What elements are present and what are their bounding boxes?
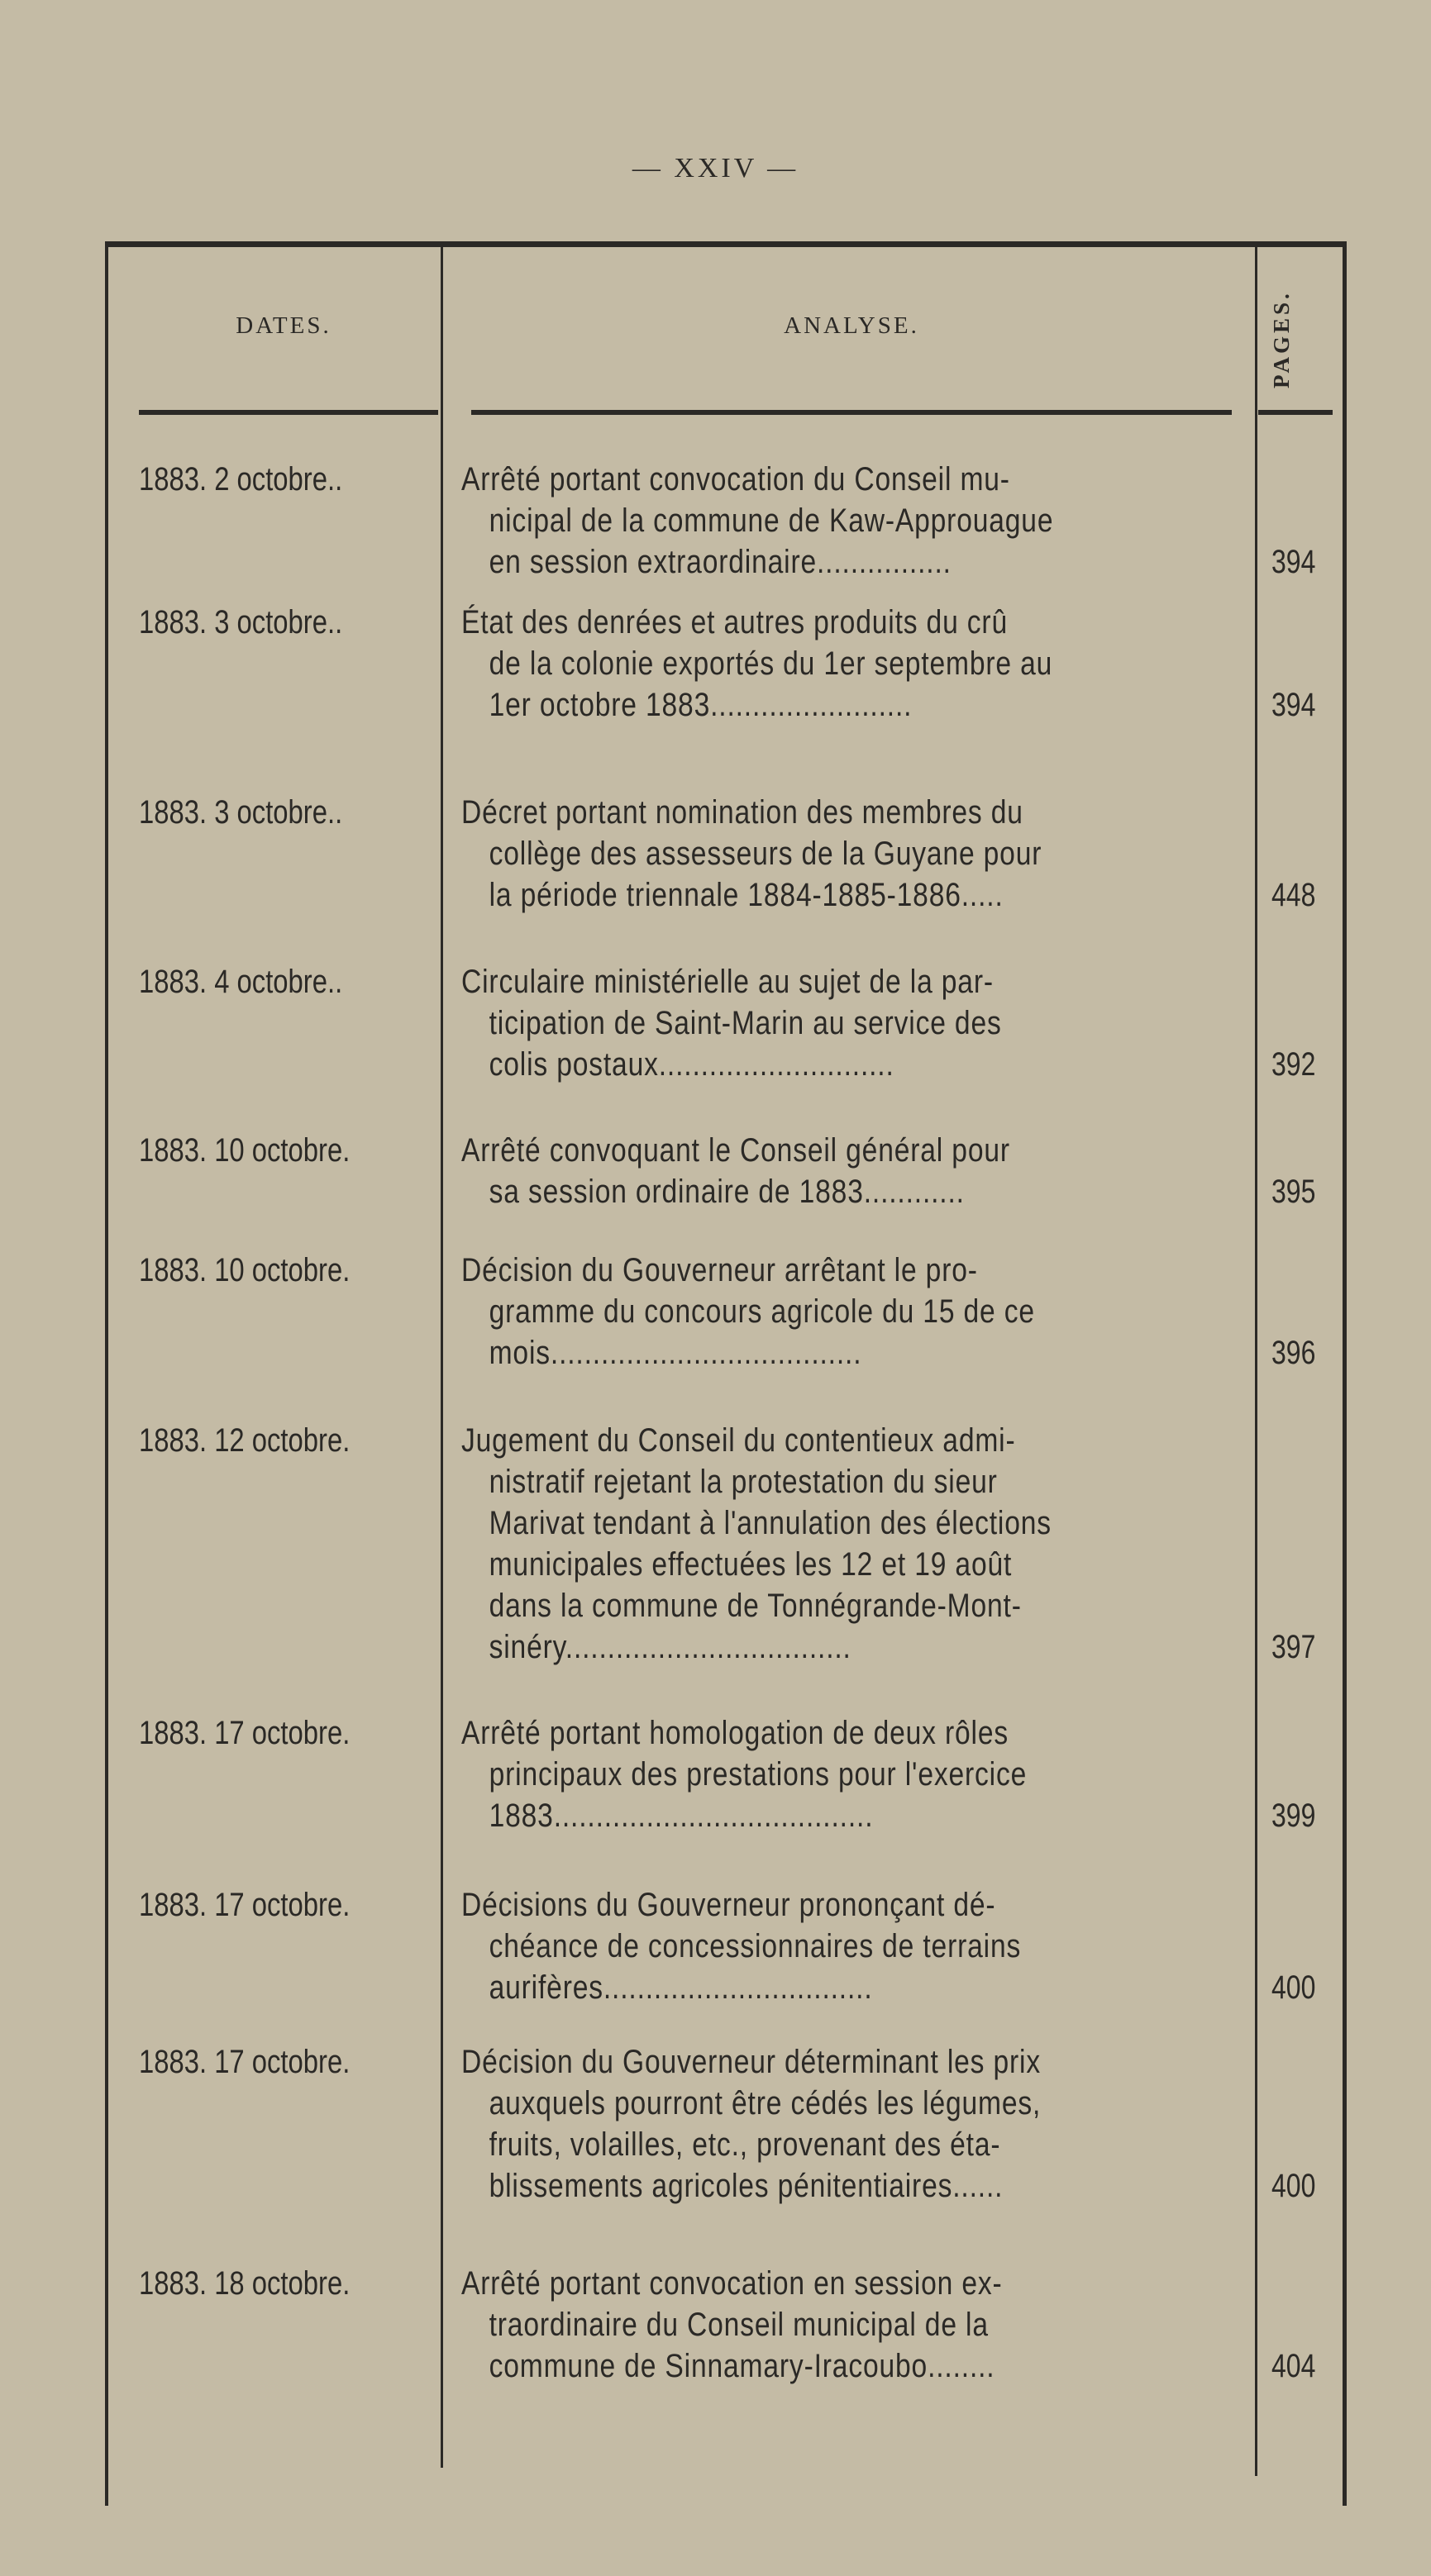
- entry-page-number: 394: [1271, 687, 1316, 723]
- entry-analyse-line: dans la commune de Tonnégrande-Mont-: [489, 1588, 1022, 1624]
- entry-page-number: 400: [1271, 2168, 1316, 2204]
- entry-date: 1883. 18 octobre.: [139, 2265, 351, 2302]
- header-rule-pages: [1258, 410, 1333, 415]
- entry-analyse-line: blissements agricoles pénitentiaires......: [489, 2168, 1004, 2204]
- entry-date: 1883. 10 octobre.: [139, 1252, 351, 1288]
- entry-analyse-line: gramme du concours agricole du 15 de ce: [489, 1293, 1035, 1330]
- entry-page-number: 392: [1271, 1046, 1316, 1083]
- entry-analyse-line: Arrêté portant convocation du Conseil mu-: [461, 461, 1010, 498]
- entry-analyse-line: nistratif rejetant la protestation du sieur: [489, 1464, 998, 1500]
- entry-analyse-line: commune de Sinnamary-Iracoubo........: [489, 2348, 995, 2384]
- header-rule-analyse: [471, 410, 1232, 415]
- entry-analyse-line: sa session ordinaire de 1883............: [489, 1174, 965, 1210]
- entry-analyse-line: municipales effectuées les 12 et 19 août: [489, 1546, 1013, 1583]
- entry-analyse-line: Jugement du Conseil du contentieux admi-: [461, 1422, 1016, 1459]
- entry-date: 1883. 17 octobre.: [139, 2044, 351, 2080]
- entry-analyse: [461, 1130, 1238, 1212]
- entry-analyse-line: État des denrées et autres produits du crû: [461, 604, 1008, 640]
- entry-date: 1883. 12 octobre.: [139, 1422, 351, 1459]
- page-header: — XXIV —: [632, 153, 799, 183]
- entry-date: 1883. 17 octobre.: [139, 1887, 351, 1923]
- column-divider-dates: [441, 245, 443, 2468]
- entry-analyse-line: Arrêté portant homologation de deux rôles: [461, 1715, 1009, 1751]
- entry-analyse-line: Arrêté convoquant le Conseil général pour: [461, 1132, 1010, 1169]
- entry-analyse-line: ticipation de Saint-Marin au service des: [489, 1005, 1002, 1041]
- entry-date: 1883. 17 octobre.: [139, 1715, 351, 1751]
- entry-page-number: 395: [1271, 1174, 1316, 1210]
- entry-analyse-line: Décisions du Gouverneur prononçant dé-: [461, 1887, 996, 1923]
- entry-analyse: [461, 1420, 1238, 1668]
- entry-analyse-line: principaux des prestations pour l'exercice: [489, 1756, 1028, 1793]
- entry-analyse-line: mois.....................................: [489, 1335, 862, 1371]
- entry-analyse-line: Décret portant nomination des membres du: [461, 794, 1023, 831]
- entry-date: 1883. 4 octobre..: [139, 964, 343, 1000]
- entry-analyse-line: colis postaux............................: [489, 1046, 894, 1083]
- header-rule-dates: [139, 410, 438, 415]
- entry-analyse-line: en session extraordinaire................: [489, 544, 952, 580]
- entry-analyse-line: la période triennale 1884-1885-1886.....: [489, 877, 1004, 913]
- column-divider-pages: [1255, 245, 1257, 2476]
- entry-analyse: [461, 792, 1238, 916]
- column-header-analyse: ANALYSE.: [784, 312, 919, 339]
- entry-page-number: 400: [1271, 1969, 1316, 2006]
- entry-page-number: 399: [1271, 1797, 1316, 1834]
- entry-page-number: 397: [1271, 1629, 1316, 1665]
- entry-page-number: 394: [1271, 544, 1316, 580]
- column-header-dates: DATES.: [236, 312, 332, 339]
- entry-analyse-line: traordinaire du Conseil municipal de la: [489, 2307, 989, 2343]
- entry-page-number: 404: [1271, 2348, 1316, 2384]
- entry-analyse-line: de la colonie exportés du 1er septembre au: [489, 645, 1053, 682]
- entry-analyse: [461, 961, 1238, 1085]
- entry-analyse-line: Circulaire ministérielle au sujet de la par-: [461, 964, 994, 1000]
- entry-page-number: 396: [1271, 1335, 1316, 1371]
- entry-analyse-line: Marivat tendant à l'annulation des élections: [489, 1505, 1052, 1541]
- entry-analyse: [461, 2263, 1238, 2387]
- entry-date: 1883. 3 octobre..: [139, 794, 343, 831]
- entry-analyse-line: fruits, volailles, etc., provenant des éta-: [489, 2126, 1001, 2163]
- entry-analyse-line: aurifères................................: [489, 1969, 873, 2006]
- entry-page-number: 448: [1271, 877, 1316, 913]
- entry-analyse-line: 1883......................................: [489, 1797, 874, 1834]
- entry-analyse: [461, 1712, 1238, 1836]
- entry-analyse-line: Arrêté portant convocation en session ex-: [461, 2265, 1003, 2302]
- entry-analyse-line: auxquels pourront être cédés les légumes,: [489, 2085, 1042, 2121]
- entry-analyse-line: chéance de concessionnaires de terrains: [489, 1928, 1022, 1964]
- column-header-pages: PAGES.: [1269, 290, 1294, 388]
- entry-date: 1883. 10 octobre.: [139, 1132, 351, 1169]
- entry-analyse-line: collège des assesseurs de la Guyane pour: [489, 836, 1042, 872]
- entry-analyse-line: nicipal de la commune de Kaw-Approuague: [489, 502, 1054, 539]
- entry-date: 1883. 2 octobre..: [139, 461, 343, 498]
- entry-analyse-line: Décision du Gouverneur arrêtant le pro-: [461, 1252, 978, 1288]
- entry-analyse-line: Décision du Gouverneur déterminant les prix: [461, 2044, 1041, 2080]
- entry-date: 1883. 3 octobre..: [139, 604, 343, 640]
- entry-analyse: [461, 1884, 1238, 2008]
- entry-analyse-line: 1er octobre 1883........................: [489, 687, 913, 723]
- entry-analyse: [461, 2041, 1238, 2207]
- entry-analyse: [461, 459, 1238, 583]
- entry-analyse: [461, 1250, 1238, 1374]
- entry-analyse-line: sinéry..................................: [489, 1629, 851, 1665]
- entry-analyse: [461, 602, 1238, 726]
